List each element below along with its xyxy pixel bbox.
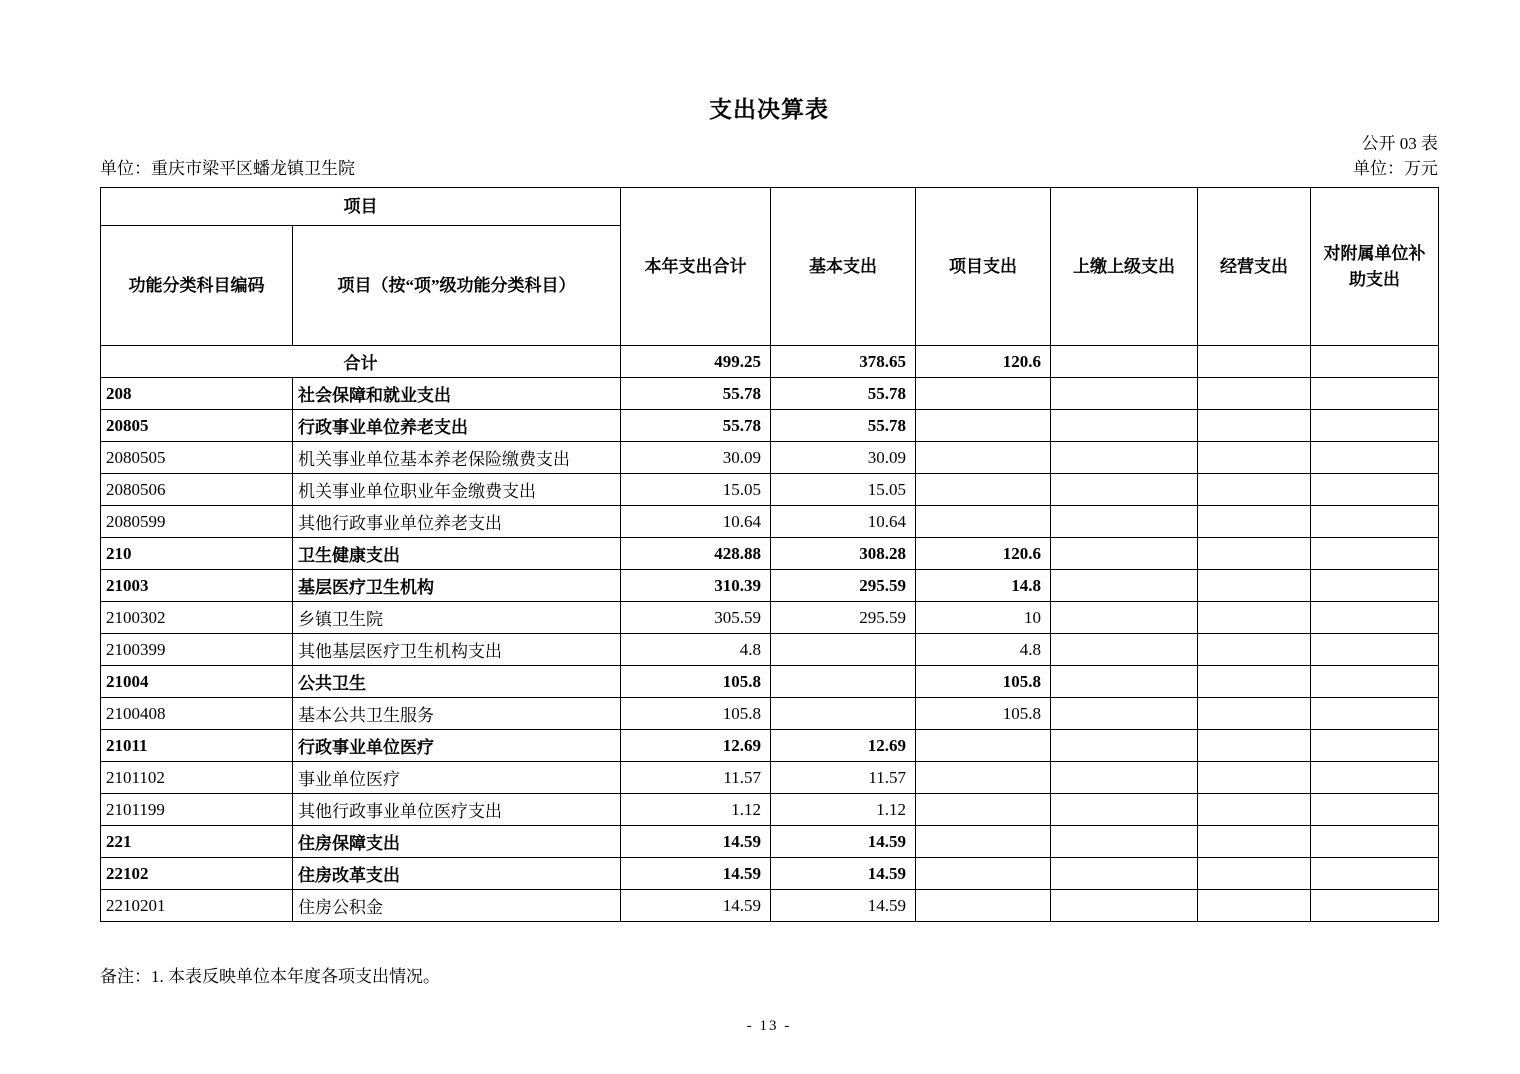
value-3 [1051, 794, 1198, 826]
item-name: 基本公共卫生服务 [293, 698, 621, 730]
item-name: 基层医疗卫生机构 [293, 570, 621, 602]
item-name: 其他基层医疗卫生机构支出 [293, 634, 621, 666]
table-row [101, 474, 1439, 506]
value-5 [1311, 378, 1439, 410]
value-4 [1198, 698, 1311, 730]
value-5 [1311, 410, 1439, 442]
value-4 [1198, 794, 1311, 826]
function-code: 2100302 [101, 602, 293, 634]
value-0: 4.8 [621, 634, 771, 666]
value-2 [916, 890, 1051, 922]
item-name: 行政事业单位养老支出 [293, 410, 621, 442]
total-value-3 [1051, 346, 1198, 378]
total-value-1: 378.65 [771, 346, 916, 378]
table-row [101, 442, 1439, 474]
value-5 [1311, 474, 1439, 506]
value-1 [771, 666, 916, 698]
footnote: 备注：1. 本表反映单位本年度各项支出情况。 [100, 967, 440, 986]
total-value-5 [1311, 346, 1439, 378]
value-4 [1198, 890, 1311, 922]
function-code: 2080505 [101, 442, 293, 474]
total-value-0: 499.25 [621, 346, 771, 378]
table-body [101, 346, 1439, 922]
function-code: 2101199 [101, 794, 293, 826]
value-4 [1198, 442, 1311, 474]
value-5 [1311, 538, 1439, 570]
item-name: 机关事业单位基本养老保险缴费支出 [293, 442, 621, 474]
value-0: 11.57 [621, 762, 771, 794]
table-row [101, 762, 1439, 794]
header-project-expenditure: 项目支出 [916, 188, 1051, 346]
currency-unit-label: 单位：万元 [1353, 159, 1438, 178]
value-1: 10.64 [771, 506, 916, 538]
table-row [101, 410, 1439, 442]
value-1 [771, 634, 916, 666]
function-code: 2210201 [101, 890, 293, 922]
item-name: 事业单位医疗 [293, 762, 621, 794]
header-upturned-expenditure: 上缴上级支出 [1051, 188, 1198, 346]
table-row [101, 698, 1439, 730]
value-3 [1051, 378, 1198, 410]
total-value-4 [1198, 346, 1311, 378]
value-0: 305.59 [621, 602, 771, 634]
value-0: 105.8 [621, 698, 771, 730]
function-code: 2100408 [101, 698, 293, 730]
value-1: 14.59 [771, 858, 916, 890]
table-row [101, 570, 1439, 602]
header-operating-expenditure: 经营支出 [1198, 188, 1311, 346]
value-5 [1311, 698, 1439, 730]
value-5 [1311, 762, 1439, 794]
table-row [101, 730, 1439, 762]
item-name: 机关事业单位职业年金缴费支出 [293, 474, 621, 506]
value-4 [1198, 570, 1311, 602]
header-subsidy-expenditure: 对附属单位补助支出 [1311, 188, 1439, 346]
value-3 [1051, 474, 1198, 506]
value-1: 14.59 [771, 890, 916, 922]
value-4 [1198, 826, 1311, 858]
value-3 [1051, 826, 1198, 858]
header-project-group: 项目 [101, 188, 621, 226]
function-code: 2080599 [101, 506, 293, 538]
table-row [101, 506, 1439, 538]
unit-row [100, 158, 1438, 180]
value-3 [1051, 538, 1198, 570]
table-row [101, 826, 1439, 858]
item-name: 其他行政事业单位医疗支出 [293, 794, 621, 826]
value-0: 12.69 [621, 730, 771, 762]
value-4 [1198, 730, 1311, 762]
value-3 [1051, 762, 1198, 794]
value-2: 105.8 [916, 666, 1051, 698]
value-0: 55.78 [621, 378, 771, 410]
value-1: 30.09 [771, 442, 916, 474]
reporting-unit-name: 单位：重庆市梁平区蟠龙镇卫生院 [100, 159, 355, 178]
value-4 [1198, 762, 1311, 794]
value-3 [1051, 506, 1198, 538]
value-5 [1311, 506, 1439, 538]
item-name: 住房公积金 [293, 890, 621, 922]
document-content [100, 0, 1438, 1035]
value-1: 55.78 [771, 378, 916, 410]
item-name: 公共卫生 [293, 666, 621, 698]
value-0: 30.09 [621, 442, 771, 474]
value-4 [1198, 410, 1311, 442]
value-0: 105.8 [621, 666, 771, 698]
value-3 [1051, 730, 1198, 762]
value-3 [1051, 890, 1198, 922]
value-3 [1051, 858, 1198, 890]
value-4 [1198, 538, 1311, 570]
header-total-expenditure: 本年支出合计 [621, 188, 771, 346]
function-code: 208 [101, 378, 293, 410]
value-2: 4.8 [916, 634, 1051, 666]
value-1: 55.78 [771, 410, 916, 442]
value-0: 310.39 [621, 570, 771, 602]
value-3 [1051, 666, 1198, 698]
value-4 [1198, 666, 1311, 698]
value-0: 428.88 [621, 538, 771, 570]
value-4 [1198, 634, 1311, 666]
value-2 [916, 506, 1051, 538]
value-5 [1311, 826, 1439, 858]
table-row [101, 378, 1439, 410]
value-0: 1.12 [621, 794, 771, 826]
page-number: - 13 - [746, 1018, 792, 1034]
value-1: 14.59 [771, 826, 916, 858]
value-5 [1311, 570, 1439, 602]
value-2: 14.8 [916, 570, 1051, 602]
header-basic-expenditure: 基本支出 [771, 188, 916, 346]
header-function-code: 功能分类科目编码 [101, 226, 293, 346]
function-code: 2080506 [101, 474, 293, 506]
value-2 [916, 410, 1051, 442]
value-2 [916, 826, 1051, 858]
value-1: 11.57 [771, 762, 916, 794]
value-5 [1311, 890, 1439, 922]
value-1: 308.28 [771, 538, 916, 570]
value-0: 14.59 [621, 890, 771, 922]
table-header [101, 188, 1439, 346]
value-5 [1311, 666, 1439, 698]
value-4 [1198, 506, 1311, 538]
expenditure-table [100, 187, 1439, 922]
value-2 [916, 762, 1051, 794]
value-2 [916, 730, 1051, 762]
table-total-row [101, 346, 1439, 378]
header-item-name: 项目（按“项”级功能分类科目） [293, 226, 621, 346]
value-3 [1051, 410, 1198, 442]
value-5 [1311, 858, 1439, 890]
table-row [101, 602, 1439, 634]
value-0: 14.59 [621, 826, 771, 858]
value-5 [1311, 794, 1439, 826]
value-2 [916, 474, 1051, 506]
item-name: 社会保障和就业支出 [293, 378, 621, 410]
value-5 [1311, 730, 1439, 762]
value-5 [1311, 634, 1439, 666]
table-row [101, 890, 1439, 922]
value-3 [1051, 602, 1198, 634]
total-value-2: 120.6 [916, 346, 1051, 378]
value-4 [1198, 378, 1311, 410]
item-name: 住房改革支出 [293, 858, 621, 890]
table-row [101, 538, 1439, 570]
value-4 [1198, 858, 1311, 890]
item-name: 卫生健康支出 [293, 538, 621, 570]
value-1 [771, 698, 916, 730]
function-code: 2101102 [101, 762, 293, 794]
function-code: 21003 [101, 570, 293, 602]
value-2 [916, 378, 1051, 410]
table-row [101, 634, 1439, 666]
form-number-label: 公开 03 表 [1361, 134, 1438, 153]
function-code: 21004 [101, 666, 293, 698]
value-2 [916, 442, 1051, 474]
value-2: 105.8 [916, 698, 1051, 730]
item-name: 其他行政事业单位养老支出 [293, 506, 621, 538]
value-1: 15.05 [771, 474, 916, 506]
value-1: 12.69 [771, 730, 916, 762]
value-0: 15.05 [621, 474, 771, 506]
function-code: 21011 [101, 730, 293, 762]
value-3 [1051, 634, 1198, 666]
value-0: 10.64 [621, 506, 771, 538]
value-3 [1051, 442, 1198, 474]
value-4 [1198, 474, 1311, 506]
value-0: 55.78 [621, 410, 771, 442]
value-2: 120.6 [916, 538, 1051, 570]
value-1: 295.59 [771, 570, 916, 602]
item-name: 乡镇卫生院 [293, 602, 621, 634]
item-name: 行政事业单位医疗 [293, 730, 621, 762]
value-2 [916, 794, 1051, 826]
value-2: 10 [916, 602, 1051, 634]
value-5 [1311, 602, 1439, 634]
value-3 [1051, 570, 1198, 602]
value-1: 295.59 [771, 602, 916, 634]
value-5 [1311, 442, 1439, 474]
value-1: 1.12 [771, 794, 916, 826]
table-row [101, 666, 1439, 698]
function-code: 2100399 [101, 634, 293, 666]
table-row [101, 794, 1439, 826]
value-4 [1198, 602, 1311, 634]
function-code: 221 [101, 826, 293, 858]
value-2 [916, 858, 1051, 890]
function-code: 210 [101, 538, 293, 570]
table-row [101, 858, 1439, 890]
page-title: 支出决算表 [709, 97, 829, 122]
total-label: 合计 [101, 346, 621, 378]
function-code: 20805 [101, 410, 293, 442]
function-code: 22102 [101, 858, 293, 890]
value-3 [1051, 698, 1198, 730]
item-name: 住房保障支出 [293, 826, 621, 858]
value-0: 14.59 [621, 858, 771, 890]
